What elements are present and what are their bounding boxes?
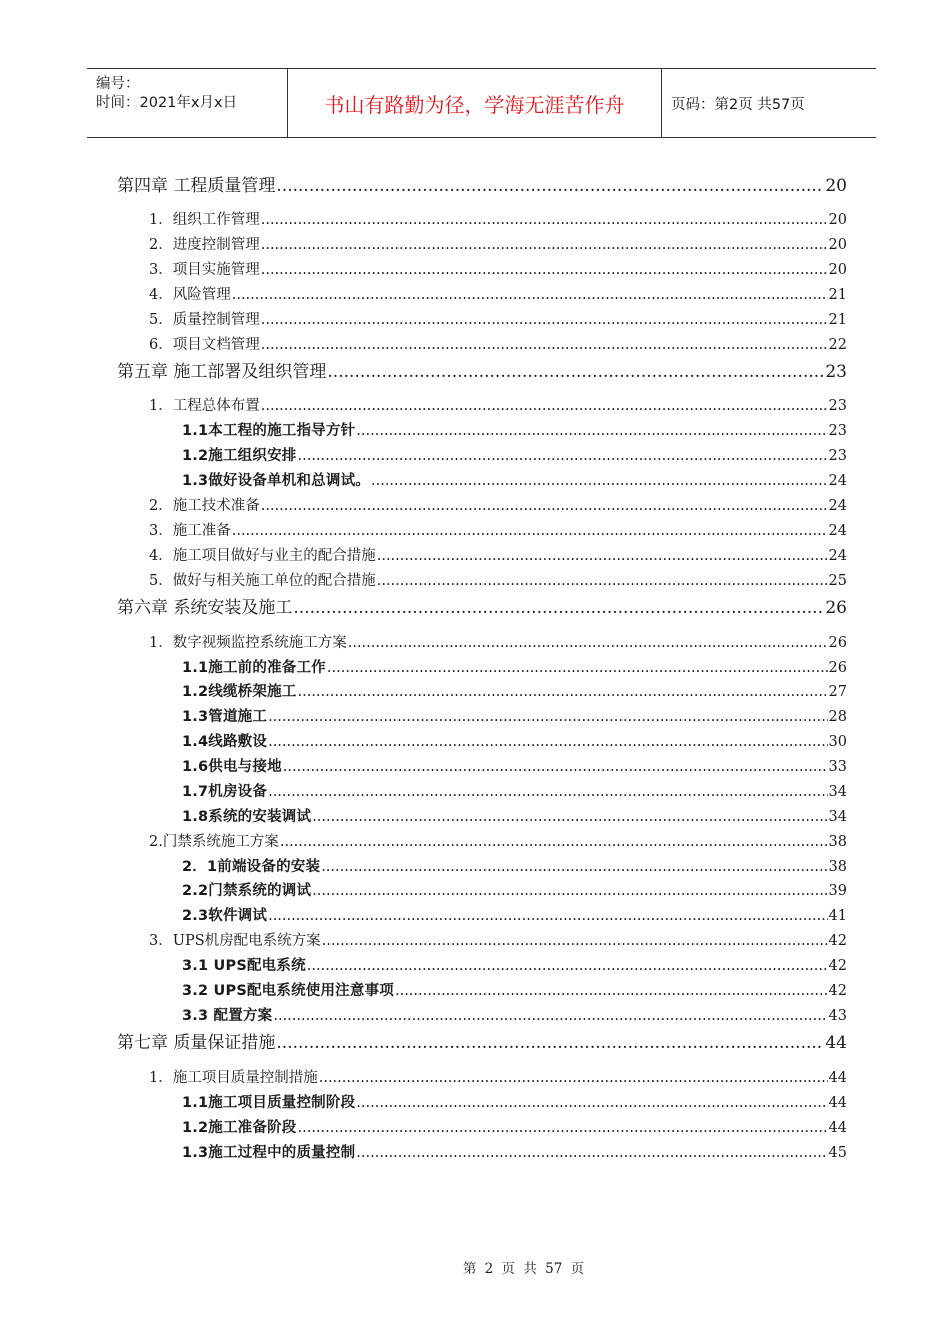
header-motto: 书山有路勤为径，学海无涯苦作舟 — [287, 69, 662, 137]
toc-subsection-entry[interactable] — [182, 805, 847, 826]
toc-entry-page-number: 26 — [825, 598, 847, 618]
toc-leader-dots — [268, 784, 827, 800]
toc-entry-label: 1.6供电与接地 — [182, 759, 282, 775]
toc-entry-label: 3.2 UPS配电系统使用注意事项 — [182, 983, 394, 999]
toc-entry-page-number: 44 — [828, 1070, 847, 1086]
toc-leader-dots — [395, 983, 828, 999]
toc-chapter-entry[interactable] — [117, 357, 847, 382]
toc-entry-label: 3．UPS机房配电系统方案 — [149, 933, 321, 949]
toc-leader-dots — [273, 1008, 827, 1024]
toc-leader-dots — [276, 176, 824, 196]
toc-entry-label: 3.3 配置方案 — [182, 1008, 273, 1024]
toc-section-entry[interactable] — [149, 494, 847, 515]
toc-entry-label: 1.2施工准备阶段 — [182, 1120, 297, 1136]
toc-leader-dots — [327, 362, 824, 382]
toc-section-entry[interactable] — [149, 283, 847, 304]
toc-entry-page-number: 24 — [828, 473, 847, 489]
header-page-info: 页码：第2页 共57页 — [671, 96, 805, 113]
toc-entry-label: 2．施工技术准备 — [149, 498, 260, 514]
toc-subsection-entry[interactable] — [182, 855, 847, 876]
toc-leader-dots — [261, 337, 828, 353]
toc-entry-page-number: 41 — [828, 908, 847, 924]
toc-subsection-entry[interactable] — [182, 780, 847, 801]
toc-entry-label: 1.1本工程的施工指导方针 — [182, 423, 356, 439]
toc-entry-label: 1.3做好设备单机和总调试。 — [182, 473, 370, 489]
toc-subsection-entry[interactable] — [182, 979, 847, 1000]
toc-entry-page-number: 42 — [828, 933, 847, 949]
toc-entry-page-number: 33 — [828, 759, 847, 775]
toc-leader-dots — [327, 660, 828, 676]
toc-leader-dots — [356, 1095, 827, 1111]
toc-entry-page-number: 20 — [828, 212, 847, 228]
toc-entry-page-number: 44 — [828, 1095, 847, 1111]
toc-leader-dots — [261, 398, 828, 414]
toc-subsection-entry[interactable] — [182, 879, 847, 900]
toc-leader-dots — [377, 548, 828, 564]
toc-entry-page-number: 39 — [828, 883, 847, 899]
toc-entry-page-number: 27 — [828, 684, 847, 700]
toc-entry-page-number: 34 — [828, 809, 847, 825]
document-header — [87, 68, 876, 138]
toc-subsection-entry[interactable] — [182, 1141, 847, 1162]
toc-entry-page-number: 42 — [828, 958, 847, 974]
toc-entry-label: 第四章 工程质量管理 — [117, 176, 276, 196]
toc-leader-dots — [312, 809, 827, 825]
toc-subsection-entry[interactable] — [182, 1004, 847, 1025]
toc-leader-dots — [283, 759, 828, 775]
toc-section-entry[interactable] — [149, 830, 847, 851]
toc-entry-label: 2.2门禁系统的调试 — [182, 883, 312, 899]
document-time-label: 时间：2021年x月x日 — [96, 95, 238, 111]
toc-entry-label: 3．项目实施管理 — [149, 262, 260, 278]
toc-section-entry[interactable] — [149, 258, 847, 279]
toc-entry-label: 1.1施工前的准备工作 — [182, 660, 326, 676]
toc-leader-dots — [348, 635, 828, 651]
toc-leader-dots — [268, 908, 827, 924]
toc-subsection-entry[interactable] — [182, 419, 847, 440]
toc-leader-dots — [356, 423, 827, 439]
toc-entry-page-number: 23 — [828, 448, 847, 464]
toc-entry-page-number: 43 — [828, 1008, 847, 1024]
toc-entry-page-number: 24 — [828, 498, 847, 514]
header-meta — [87, 69, 287, 137]
toc-entry-page-number: 24 — [828, 548, 847, 564]
toc-leader-dots — [261, 498, 828, 514]
toc-subsection-entry[interactable] — [182, 904, 847, 925]
toc-chapter-entry[interactable] — [117, 171, 847, 196]
toc-entry-label: 6．项目文档管理 — [149, 337, 260, 353]
toc-entry-label: 2.门禁系统施工方案 — [149, 834, 279, 850]
toc-leader-dots — [312, 883, 827, 899]
toc-leader-dots — [261, 262, 828, 278]
toc-leader-dots — [268, 709, 827, 725]
toc-entry-label: 1.4线路敷设 — [182, 734, 268, 750]
toc-leader-dots — [293, 598, 824, 618]
toc-section-entry[interactable] — [149, 631, 847, 652]
toc-leader-dots — [377, 573, 828, 589]
toc-section-entry[interactable] — [149, 544, 847, 565]
toc-subsection-entry[interactable] — [182, 444, 847, 465]
toc-entry-page-number: 23 — [825, 362, 847, 382]
toc-entry-page-number: 42 — [828, 983, 847, 999]
toc-subsection-entry[interactable] — [182, 1091, 847, 1112]
toc-entry-page-number: 23 — [828, 423, 847, 439]
toc-section-entry[interactable] — [149, 208, 847, 229]
toc-entry-label: 1.1施工项目质量控制阶段 — [182, 1095, 356, 1111]
toc-entry-label: 1.2施工组织安排 — [182, 448, 297, 464]
toc-chapter-entry[interactable] — [117, 593, 847, 618]
toc-entry-page-number: 20 — [828, 237, 847, 253]
page-footer — [0, 1257, 950, 1277]
toc-entry-page-number: 44 — [828, 1120, 847, 1136]
toc-entry-page-number: 21 — [828, 287, 847, 303]
toc-entry-page-number: 34 — [828, 784, 847, 800]
toc-section-entry[interactable] — [149, 1066, 847, 1087]
toc-section-entry[interactable] — [149, 569, 847, 590]
toc-leader-dots — [298, 1120, 828, 1136]
toc-leader-dots — [356, 1145, 827, 1161]
toc-section-entry[interactable] — [149, 333, 847, 354]
toc-leader-dots — [232, 523, 828, 539]
toc-leader-dots — [319, 1070, 828, 1086]
toc-entry-page-number: 20 — [825, 176, 847, 196]
toc-leader-dots — [371, 473, 828, 489]
toc-entry-page-number: 22 — [828, 337, 847, 353]
toc-entry-page-number: 24 — [828, 523, 847, 539]
toc-entry-page-number: 23 — [828, 398, 847, 414]
toc-entry-label: 4．施工项目做好与业主的配合措施 — [149, 548, 376, 564]
toc-entry-label: 1.7机房设备 — [182, 784, 268, 800]
toc-leader-dots — [261, 212, 828, 228]
toc-section-entry[interactable] — [149, 519, 847, 540]
toc-entry-label: 2.3软件调试 — [182, 908, 268, 924]
toc-entry-label: 1.8系统的安装调试 — [182, 809, 312, 825]
toc-leader-dots — [280, 834, 828, 850]
toc-leader-dots — [307, 958, 828, 974]
toc-section-entry[interactable] — [149, 394, 847, 415]
toc-entry-page-number: 25 — [828, 573, 847, 589]
toc-entry-label: 5．做好与相关施工单位的配合措施 — [149, 573, 376, 589]
toc-entry-page-number: 38 — [828, 834, 847, 850]
toc-entry-label: 2．1前端设备的安装 — [182, 859, 321, 875]
toc-entry-label: 5．质量控制管理 — [149, 312, 260, 328]
toc-entry-label: 第六章 系统安装及施工 — [117, 598, 293, 618]
toc-subsection-entry[interactable] — [182, 469, 847, 490]
toc-entry-label: 1．数字视频监控系统施工方案 — [149, 635, 347, 651]
toc-leader-dots — [321, 859, 827, 875]
toc-subsection-entry[interactable] — [182, 730, 847, 751]
toc-leader-dots — [298, 448, 828, 464]
toc-entry-page-number: 38 — [828, 859, 847, 875]
toc-section-entry[interactable] — [149, 308, 847, 329]
toc-entry-page-number: 28 — [828, 709, 847, 725]
toc-subsection-entry[interactable] — [182, 680, 847, 701]
toc-subsection-entry[interactable] — [182, 1116, 847, 1137]
toc-entry-label: 第五章 施工部署及组织管理 — [117, 362, 327, 382]
toc-leader-dots — [261, 237, 828, 253]
toc-subsection-entry[interactable] — [182, 954, 847, 975]
toc-entry-label: 1.3施工过程中的质量控制 — [182, 1145, 356, 1161]
toc-leader-dots — [322, 933, 828, 949]
toc-entry-page-number: 20 — [828, 262, 847, 278]
toc-chapter-entry[interactable] — [117, 1028, 847, 1053]
toc-entry-label: 1．组织工作管理 — [149, 212, 260, 228]
toc-entry-label: 3.1 UPS配电系统 — [182, 958, 306, 974]
toc-leader-dots — [276, 1033, 824, 1053]
toc-leader-dots — [232, 287, 828, 303]
toc-entry-label: 1．工程总体布置 — [149, 398, 260, 414]
toc-leader-dots — [261, 312, 828, 328]
toc-entry-page-number: 26 — [828, 635, 847, 651]
toc-entry-page-number: 45 — [828, 1145, 847, 1161]
toc-entry-label: 1.3管道施工 — [182, 709, 268, 725]
toc-entry-label: 4．风险管理 — [149, 287, 231, 303]
toc-entry-label: 第七章 质量保证措施 — [117, 1033, 276, 1053]
toc-entry-label: 3．施工准备 — [149, 523, 231, 539]
toc-section-entry[interactable] — [149, 929, 847, 950]
toc-entry-label: 1．施工项目质量控制措施 — [149, 1070, 318, 1086]
toc-section-entry[interactable] — [149, 233, 847, 254]
toc-subsection-entry[interactable] — [182, 656, 847, 677]
toc-subsection-entry[interactable] — [182, 705, 847, 726]
toc-leader-dots — [298, 684, 828, 700]
toc-entry-label: 1.2线缆桥架施工 — [182, 684, 297, 700]
toc-leader-dots — [268, 734, 827, 750]
toc-entry-page-number: 21 — [828, 312, 847, 328]
toc-entry-page-number: 30 — [828, 734, 847, 750]
document-number-label: 编号： — [96, 76, 140, 92]
toc-entry-label: 2．进度控制管理 — [149, 237, 260, 253]
toc-subsection-entry[interactable] — [182, 755, 847, 776]
footer-page-number: 第 2 页 共 57 页 — [462, 1261, 585, 1277]
toc-entry-page-number: 44 — [825, 1033, 847, 1053]
toc-entry-page-number: 26 — [828, 660, 847, 676]
